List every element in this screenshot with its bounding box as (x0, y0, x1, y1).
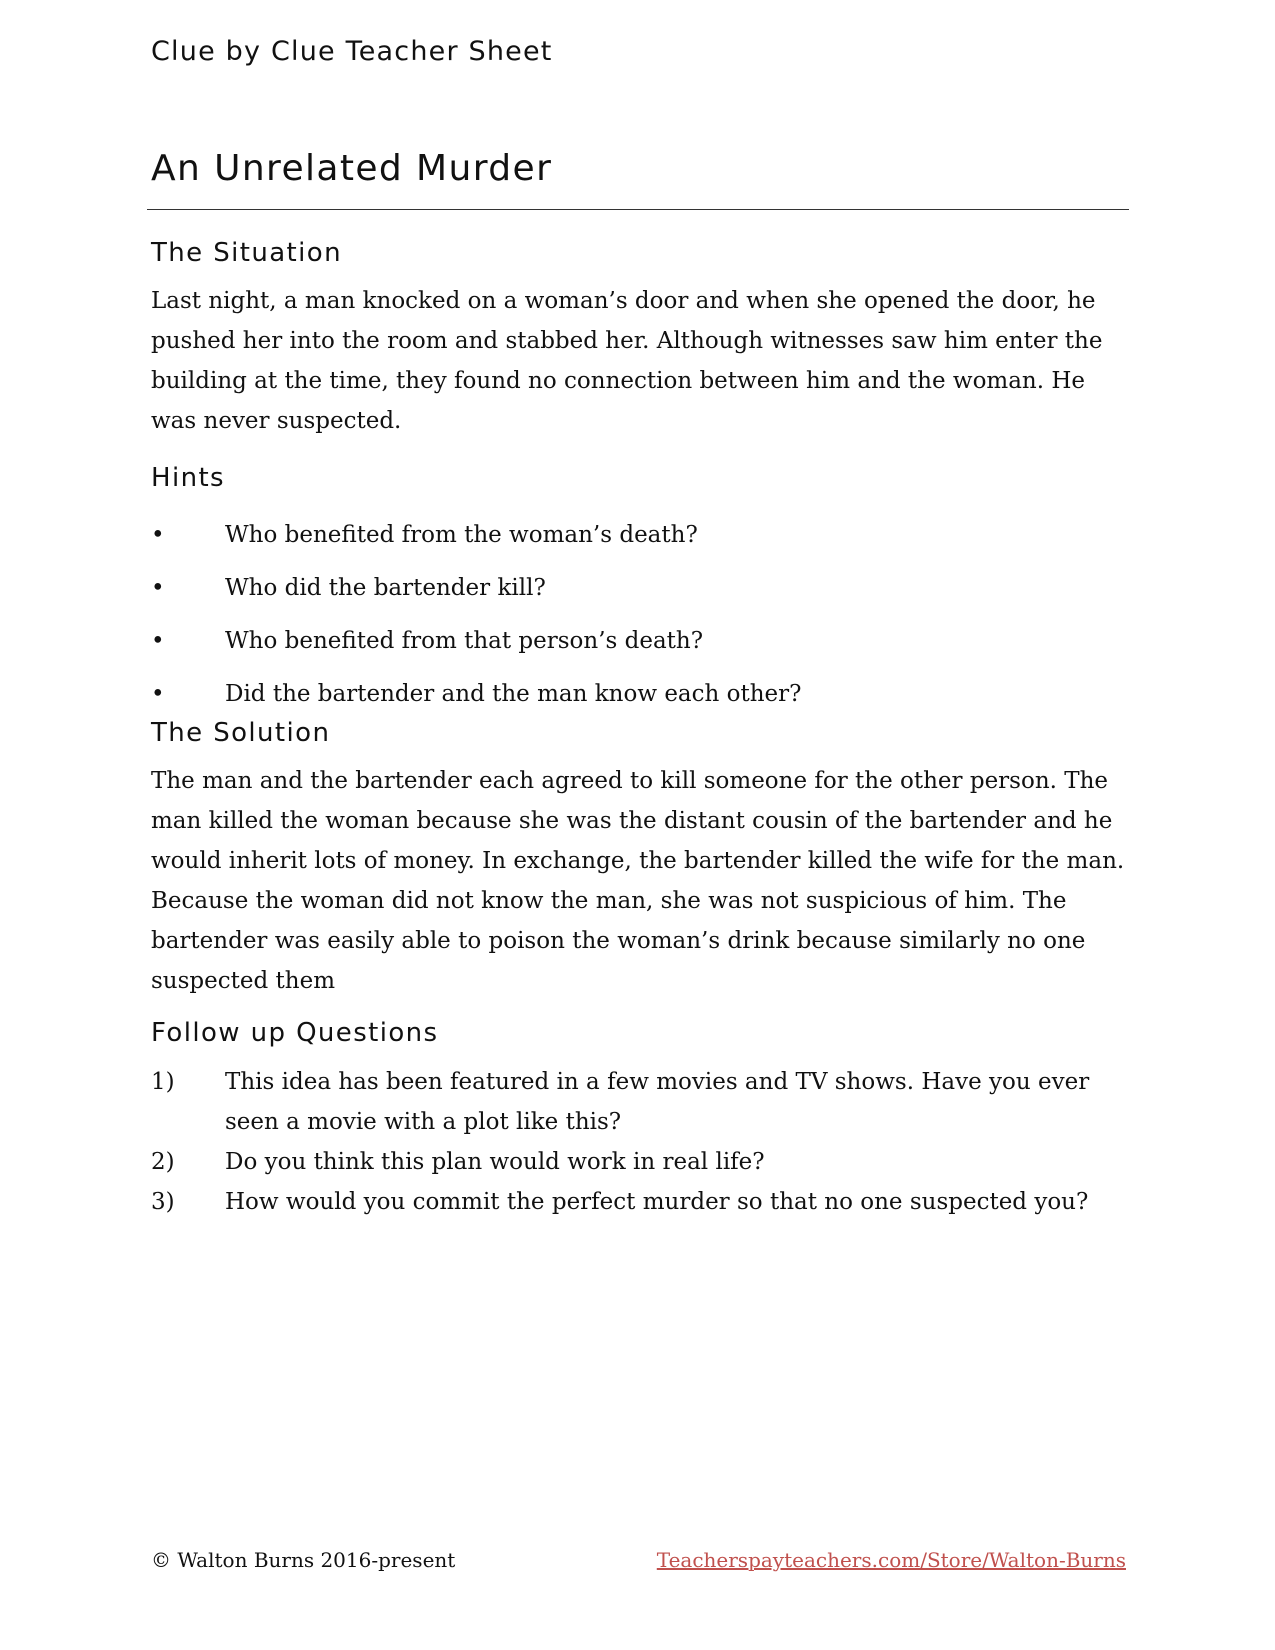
question-number: 3) (151, 1189, 175, 1215)
copyright-notice: © Walton Burns 2016-present (151, 1548, 456, 1572)
situation-heading: The Situation (151, 238, 342, 268)
question-item (151, 1142, 1136, 1182)
hints-heading: Hints (151, 463, 225, 493)
question-item (151, 1182, 1136, 1222)
question-number: 1) (151, 1069, 175, 1095)
question-text: How would you commit the perfect murder so that no one suspected you? (225, 1189, 1089, 1215)
sheet-header: Clue by Clue Teacher Sheet (151, 36, 553, 67)
title-divider (147, 209, 1129, 210)
question-number: 2) (151, 1149, 175, 1175)
solution-heading: The Solution (151, 718, 331, 748)
hints-list (151, 515, 1136, 727)
question-text: Do you think this plan would work in real life? (225, 1149, 765, 1175)
bullet-icon: • (151, 522, 165, 548)
follow-up-list (151, 1062, 1136, 1222)
hint-text: Who benefited from the woman’s death? (225, 522, 698, 548)
hint-item (151, 515, 1136, 568)
hint-text: Who did the bartender kill? (225, 575, 546, 601)
hint-text: Who benefited from that person’s death? (225, 628, 704, 654)
store-link[interactable]: Teacherspayteachers.com/Store/Walton-Burns (656, 1548, 1126, 1572)
solution-text: The man and the bartender each agreed to kill someone for the other person. The man killed the woman because she was the distant cousin of the bartender and he would inherit lots of money. In exchange, the bartender killed the wife for the man. Because the woman did not know the man, she was not suspicious of him. The bartender was easily able to poison the woman’s drink because similarly no one suspected them (151, 768, 1125, 994)
bullet-icon: • (151, 628, 165, 654)
page-title: An Unrelated Murder (151, 148, 553, 189)
question-text: This idea has been featured in a few movies and TV shows. Have you ever seen a movie with a plot like this? (225, 1069, 1090, 1135)
bullet-icon: • (151, 681, 165, 707)
follow-up-heading: Follow up Questions (151, 1018, 439, 1048)
hint-text: Did the bartender and the man know each other? (225, 681, 802, 707)
situation-text: Last night, a man knocked on a woman’s door and when she opened the door, he pushed her into the room and stabbed her. Although witnesses saw him enter the building at the time, they found no connection between him and the woman. He was never suspected. (151, 288, 1103, 434)
hint-item (151, 568, 1136, 621)
bullet-icon: • (151, 575, 165, 601)
hint-item (151, 621, 1136, 674)
question-item (151, 1062, 1136, 1142)
